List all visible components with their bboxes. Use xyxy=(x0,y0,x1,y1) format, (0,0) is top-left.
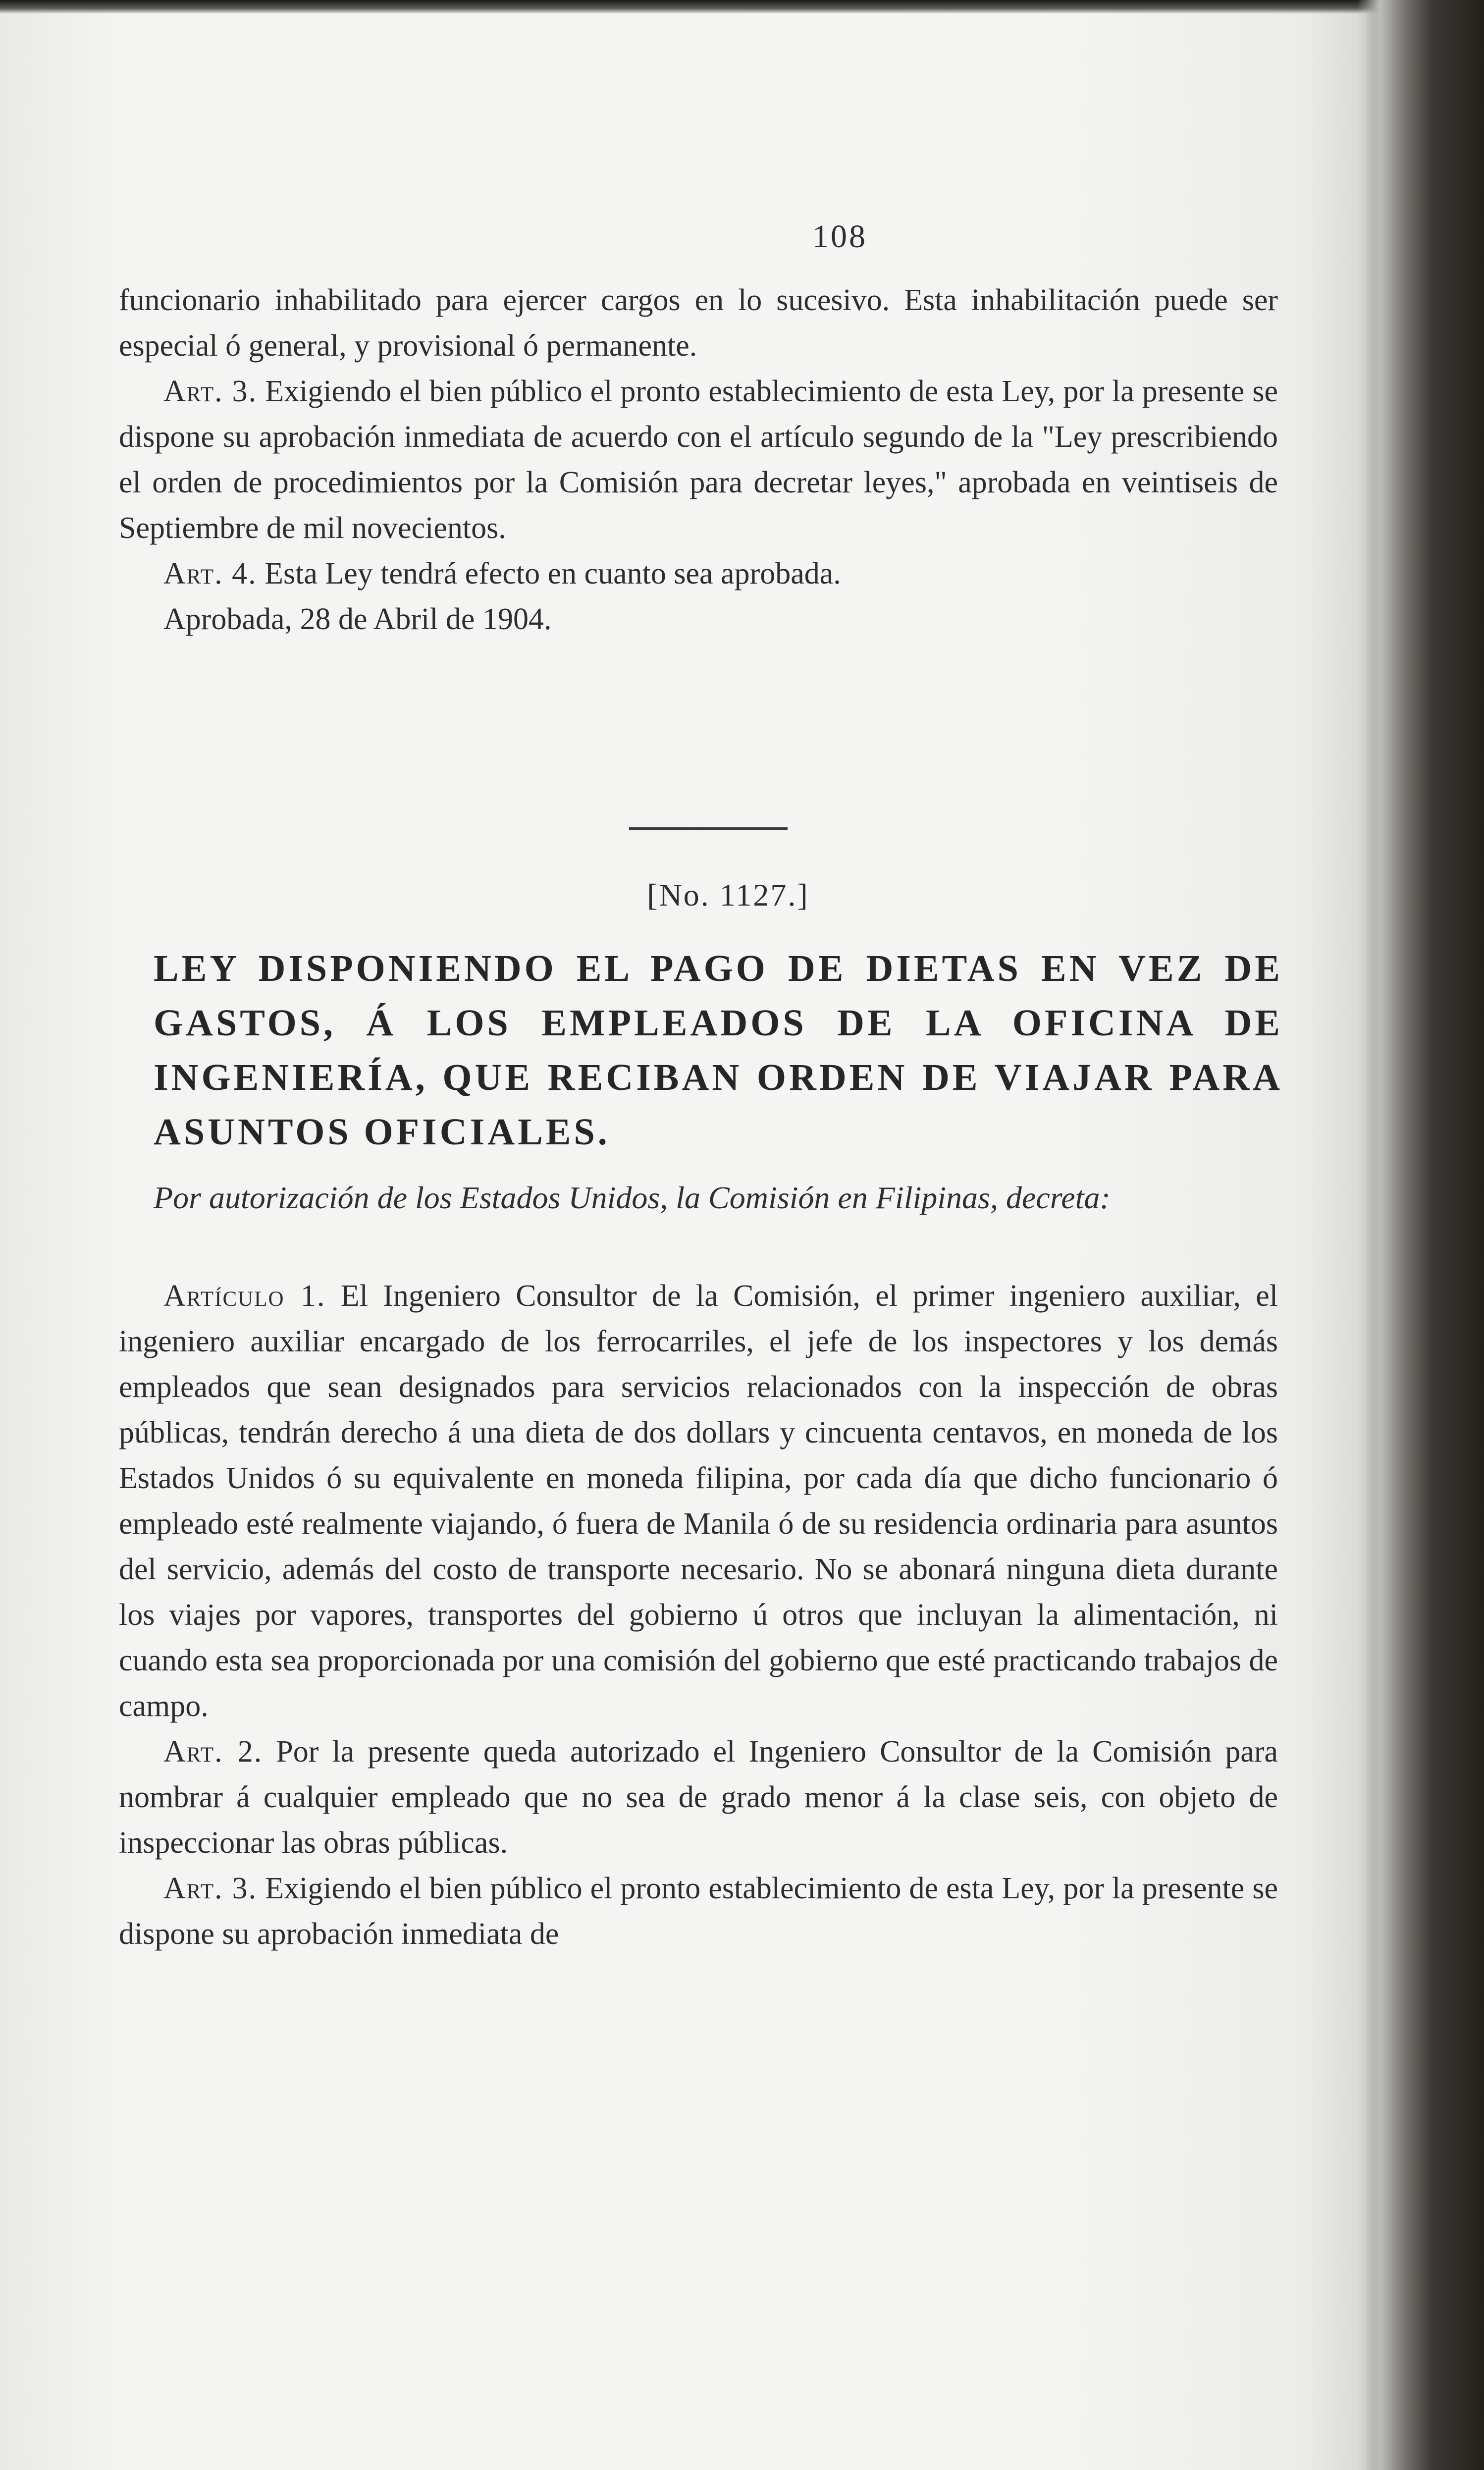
article-label: Artículo 1. xyxy=(163,1279,326,1313)
article-label: Art. 2. xyxy=(163,1735,263,1769)
law-number: [No. 1127.] xyxy=(647,877,809,913)
article-3 xyxy=(119,1866,1278,1957)
article-text: El Ingeniero Consultor de la Comisión, el primer ingeniero auxiliar, el ingeniero auxiliar encargado de los ferrocarriles, el jefe de los inspectores y los demás empleados que sean designados para servicios relacionados con la inspección de obras públicas, tendrán derecho á una dieta de dos dollars y cincuenta centavos, en moneda de los Estados Unidos ó su equivalente en moneda filipina, por cada día que dicho funcionario ó empleado esté realmente viajando, ó fuera de Manila ó de su residencia ordinaria para asuntos del servicio, además del costo de transporte necesario. No se abonará ninguna dieta durante los viajes por vapores, transportes del gobierno ú otros que incluyan la alimentación, ni cuando esta sea proporcionada por una comisión del gobierno que esté practicando trabajos de campo. xyxy=(119,1279,1278,1723)
page-number: 108 xyxy=(812,218,867,255)
article-1 xyxy=(119,1273,1278,1729)
continued-text xyxy=(119,277,1278,642)
law-title: LEY DISPONIENDO EL PAGO DE DIETAS EN VEZ DE GASTOS, Á LOS EMPLEADOS DE LA OFICINA DE INGENIERÍA, QUE RECIBAN ORDEN DE VIAJAR PARA ASUNTOS OFICIALES. xyxy=(154,948,1283,1153)
article-2 xyxy=(119,1729,1278,1866)
article-label: Art. 3. xyxy=(163,1872,258,1905)
law-body xyxy=(119,1273,1278,1957)
article-text: Esta Ley tendrá efecto en cuanto sea aprobada. xyxy=(257,557,841,591)
article-4-previous xyxy=(119,551,1278,596)
law-preamble: Por autorización de los Estados Unidos, la Comisión en Filipinas, decreta: xyxy=(154,1180,1111,1215)
page-content xyxy=(119,0,1283,2470)
article-label: Art. 3. xyxy=(163,375,258,408)
article-text: Exigiendo el bien público el pronto establecimiento de esta Ley, por la presente se dispone su aprobación inmediata de xyxy=(119,1872,1278,1951)
article-label: Art. 4. xyxy=(163,557,257,591)
approval-date: Aprobada, 28 de Abril de 1904. xyxy=(163,602,552,636)
article-text: Por la presente queda autorizado el Ingeniero Consultor de la Comisión para nombrar á cualquier empleado que no sea de grado menor á la clase seis, con objeto de inspeccionar las obras públicas. xyxy=(119,1735,1278,1860)
article-text: Exigiendo el bien público el pronto establecimiento de esta Ley, por la presente se dispone su aprobación inmediata de acuerdo con el artículo segundo de la "Ley prescribiendo el orden de procedimientos por la Comisión para decretar leyes," aprobada en veintiseis de Septiembre de mil novecientos. xyxy=(119,375,1278,545)
paragraph-continuation: funcionario inhabilitado para ejercer cargos en lo sucesivo. Esta inhabilitación puede ser especial ó general, y provisional ó permanente. xyxy=(119,283,1278,363)
page-fold-shadow xyxy=(1357,0,1484,2470)
section-divider xyxy=(629,827,788,830)
article-3-previous xyxy=(119,369,1278,551)
